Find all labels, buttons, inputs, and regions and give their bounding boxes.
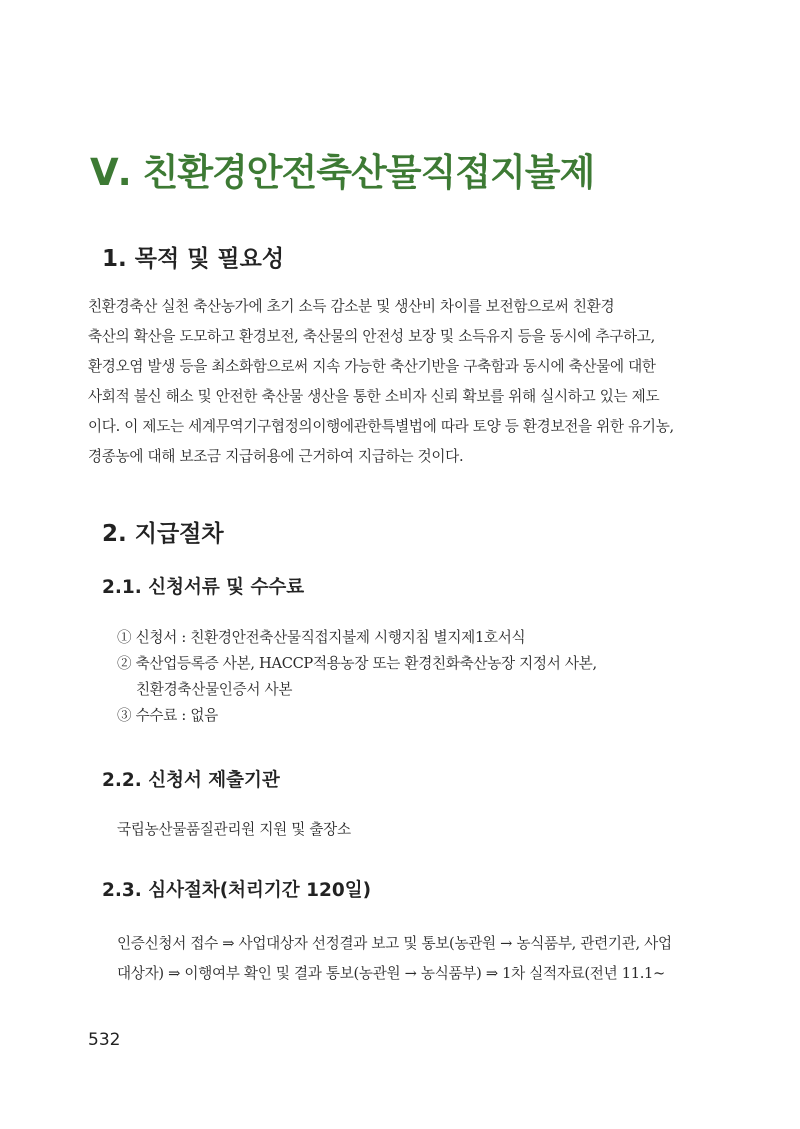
page-number: 532 [88,1030,121,1050]
review-procedure-paragraph [117,929,707,989]
section-1-paragraph [88,292,700,472]
paragraph-line: 인증신청서 접수 ⇒ 사업대상자 선정결과 보고 및 통보(농관원 → 농식품부, 관련기관, 사업 [117,935,672,952]
list-item: ① 신청서 : 친환경안전축산물직접지불제 시행지침 별지제1호서식 [117,629,526,646]
paragraph-line: 경종농에 대해 보조금 지급허용에 근거하여 지급하는 것이다. [88,448,464,465]
list-item-continuation: 친환경축산물인증서 사본 [136,681,293,698]
chapter-title: Ⅴ. 친환경안전축산물직접지불제 [90,151,595,194]
required-documents-list [117,625,707,729]
paragraph-line: 사회적 불신 해소 및 안전한 축산물 생산을 통한 소비자 신뢰 확보를 위해 실시하고 있는 제도 [88,388,660,405]
section-2-1-heading: 2.1. 신청서류 및 수수료 [102,577,305,598]
paragraph-line: 환경오염 발생 등을 최소화함으로써 지속 가능한 축산기반을 구축함과 동시에 축산물에 대한 [88,358,656,375]
section-2-2-heading: 2.2. 신청서 제출기관 [102,770,280,791]
list-item: ② 축산업등록증 사본, HACCP적용농장 또는 환경친화축산농장 지정서 사본, [117,655,597,672]
paragraph-line: 친환경축산 실천 축산농가에 초기 소득 감소분 및 생산비 차이를 보전함으로써 친환경 [88,298,615,315]
paragraph-line: 축산의 확산을 도모하고 환경보전, 축산물의 안전성 보장 및 소득유지 등을 동시에 추구하고, [88,328,655,345]
section-2-heading: 2. 지급절차 [102,521,224,547]
paragraph-line: 이다. 이 제도는 세계무역기구협정의이행에관한특별법에 따라 토양 등 환경보전을 위한 유기농, [88,418,674,435]
submission-office-text: 국립농산물품질관리원 지원 및 출장소 [117,821,351,838]
section-2-3-heading: 2.3. 심사절차(처리기간 120일) [102,880,372,901]
list-item: ③ 수수료 : 없음 [117,707,218,724]
section-1-heading: 1. 목적 및 필요성 [102,246,285,272]
paragraph-line: 대상자) ⇒ 이행여부 확인 및 결과 통보(농관원 → 농식품부) ⇒ 1차 실적자료(전년 11.1~ [117,965,665,982]
